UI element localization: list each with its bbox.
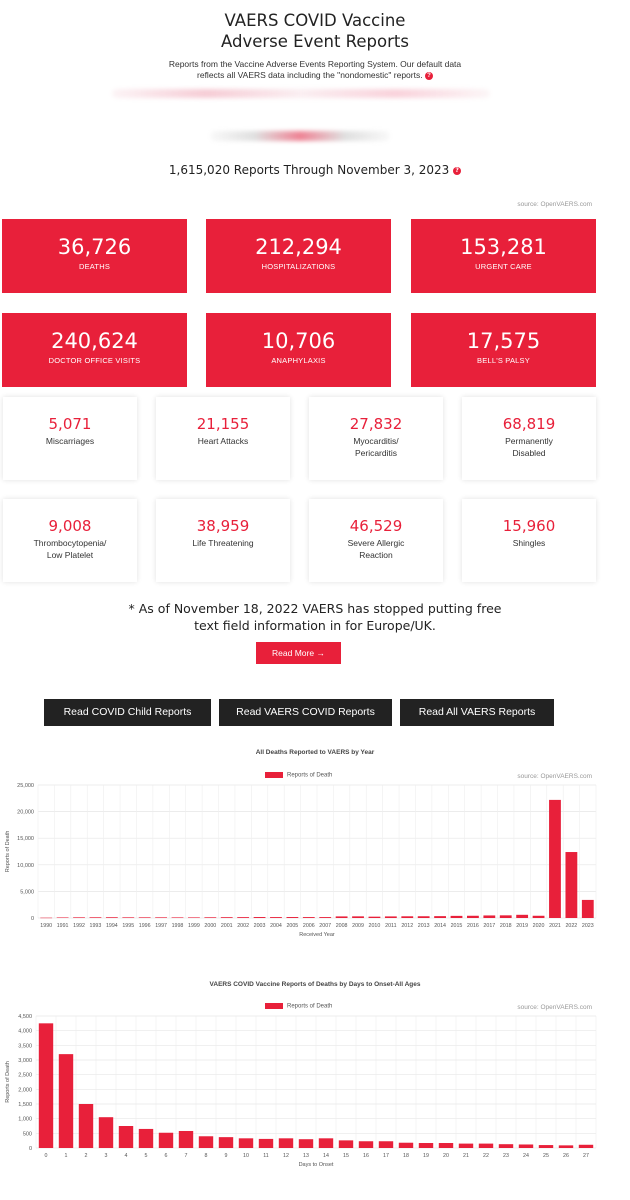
stat-label: BELL'S PALSY — [477, 356, 530, 365]
read-vaers-covid-reports-button[interactable]: Read VAERS COVID Reports — [219, 699, 392, 726]
help-icon[interactable]: ? — [453, 167, 461, 175]
bar — [379, 1141, 393, 1148]
stat-card-thrombocytopenia — [3, 499, 137, 582]
x-tick-label: 14 — [323, 1153, 329, 1159]
stat-card-deaths — [2, 219, 187, 293]
bar — [286, 917, 298, 918]
y-tick-label: 4,000 — [18, 1028, 32, 1035]
x-tick-label: 16 — [363, 1153, 369, 1159]
stat-label-line1: Miscarriages — [45, 436, 95, 446]
bar — [352, 916, 364, 918]
days-to-onset-chart — [0, 1000, 630, 1180]
x-tick-label: 2023 — [581, 923, 594, 929]
bar — [204, 917, 216, 918]
x-tick-label: 2022 — [565, 923, 578, 929]
page-title-line2: Adverse Event Reports — [221, 32, 409, 51]
stat-card-life-threatening — [156, 499, 290, 582]
stat-label: DEATHS — [78, 262, 111, 271]
bar — [559, 1145, 573, 1148]
legend-label: Reports of Death — [287, 1003, 333, 1010]
x-tick-label: 11 — [263, 1153, 269, 1159]
bar — [73, 917, 85, 918]
stat-label-line2: Pericarditis — [354, 448, 398, 458]
bar — [516, 915, 528, 918]
bar — [565, 852, 577, 918]
stat-value: 10,706 — [261, 329, 336, 353]
bar — [221, 917, 233, 918]
stat-label: ANAPHYLAXIS — [271, 356, 326, 365]
reports-through-heading — [0, 163, 630, 177]
x-tick-label: 1990 — [40, 923, 53, 929]
stat-label-line1: Shingles — [512, 538, 546, 548]
stat-value: 21,155 — [196, 415, 250, 433]
bar — [319, 917, 331, 918]
stat-card-shingles — [462, 499, 596, 582]
y-tick-label: 2,000 — [18, 1087, 32, 1094]
y-tick-label: 10,000 — [17, 862, 34, 869]
x-tick-label: 1997 — [155, 923, 167, 929]
bar — [303, 917, 315, 918]
y-tick-label: 1,000 — [18, 1116, 32, 1123]
y-tick-label: 25,000 — [17, 783, 34, 789]
stat-value: 153,281 — [460, 235, 547, 259]
y-tick-label: 1,500 — [18, 1102, 32, 1108]
stat-value: 38,959 — [196, 517, 250, 535]
stat-label-line1: Myocarditis/ — [353, 436, 399, 446]
x-tick-label: 13 — [303, 1153, 309, 1159]
stat-label — [313, 435, 439, 459]
stat-label-line1: Heart Attacks — [197, 436, 249, 446]
bar — [99, 1117, 113, 1148]
chart-source-label: source: OpenVAERS.com — [517, 773, 592, 780]
x-tick-label: 2013 — [417, 923, 430, 929]
bar — [359, 1141, 373, 1148]
x-tick-label: 15 — [343, 1153, 349, 1159]
bar — [179, 1131, 193, 1148]
x-tick-label: 2010 — [368, 923, 381, 929]
stat-label — [7, 435, 133, 447]
stat-value: 46,529 — [349, 517, 403, 535]
bar — [237, 917, 249, 918]
stat-value: 36,726 — [57, 235, 132, 259]
blurred-control — [210, 131, 390, 141]
bar — [299, 1139, 313, 1148]
x-tick-label: 0 — [44, 1153, 48, 1159]
y-tick-label: 3,000 — [18, 1058, 32, 1064]
page-subtitle-line2-wrap — [140, 70, 490, 81]
x-tick-label: 2001 — [220, 923, 233, 929]
y-tick-label: 3,500 — [18, 1043, 32, 1050]
x-tick-label: 2021 — [549, 923, 561, 929]
stat-label — [7, 537, 133, 561]
stat-card-myocarditis — [309, 397, 443, 480]
x-tick-label: 12 — [283, 1153, 289, 1159]
x-tick-label: 25 — [543, 1153, 549, 1159]
stat-card-anaphylaxis — [206, 313, 391, 387]
stat-label-line2: Disabled — [512, 448, 546, 458]
bar — [159, 1133, 173, 1148]
x-tick-label: 9 — [224, 1153, 228, 1159]
x-axis-label: Received Year — [299, 932, 335, 938]
bar — [369, 917, 381, 918]
bar — [172, 917, 184, 918]
page-subtitle — [140, 59, 490, 81]
x-tick-label: 1992 — [73, 923, 85, 929]
y-tick-label: 2,500 — [18, 1072, 32, 1079]
x-tick-label: 2019 — [516, 923, 529, 929]
x-tick-label: 10 — [243, 1153, 249, 1159]
stat-card-miscarriages — [3, 397, 137, 480]
x-tick-label: 22 — [483, 1153, 489, 1159]
stat-label — [160, 537, 286, 549]
bar — [483, 915, 495, 918]
stat-label-line1: Life Threatening — [192, 538, 254, 548]
help-icon[interactable]: ? — [425, 72, 433, 80]
x-tick-label: 1994 — [105, 923, 118, 929]
x-tick-label: 5 — [144, 1153, 148, 1159]
stat-value: 9,008 — [48, 517, 92, 535]
x-tick-label: 1 — [64, 1153, 68, 1159]
bar — [40, 918, 52, 919]
legend-label: Reports of Death — [287, 772, 333, 779]
stat-value: 15,960 — [502, 517, 556, 535]
note-line2: text field information in for Europe/UK. — [194, 618, 436, 633]
x-tick-label: 2005 — [286, 923, 299, 929]
x-tick-label: 2007 — [319, 923, 332, 929]
bar — [451, 916, 463, 918]
x-tick-label: 2016 — [467, 923, 479, 929]
stat-value: 240,624 — [51, 329, 138, 353]
y-tick-label: 0 — [30, 916, 34, 922]
bar — [219, 1137, 233, 1148]
x-tick-label: 3 — [104, 1153, 108, 1159]
bar — [385, 916, 397, 918]
stat-label — [466, 537, 592, 549]
bar — [188, 917, 200, 918]
bar — [139, 917, 151, 918]
stat-label-line2: Low Platelet — [46, 550, 94, 560]
stat-label — [313, 537, 439, 561]
bar — [539, 1145, 553, 1148]
stat-card-permanently-disabled — [462, 397, 596, 480]
x-tick-label: 1995 — [122, 923, 135, 929]
bar — [259, 1139, 273, 1148]
x-tick-label: 2004 — [270, 923, 282, 929]
stat-value: 27,832 — [349, 415, 403, 433]
deaths-by-year-chart — [0, 770, 630, 950]
y-tick-label: 20,000 — [17, 809, 34, 816]
x-tick-label: 2008 — [335, 923, 348, 929]
stat-label — [466, 435, 592, 459]
x-tick-label: 1993 — [89, 923, 102, 929]
stat-card-bells-palsy — [411, 313, 596, 387]
bar — [39, 1023, 53, 1148]
bar — [106, 917, 118, 918]
note-line1: * As of November 18, 2022 VAERS has stopped putting free — [128, 601, 502, 616]
stat-label-line1: Thrombocytopenia/ — [33, 538, 107, 548]
stat-value: 212,294 — [255, 235, 342, 259]
reports-through-text: 1,615,020 Reports Through November 3, 2023 — [168, 163, 450, 177]
bar — [499, 1144, 513, 1148]
x-tick-label: 2 — [84, 1153, 88, 1159]
stat-card-heart-attacks — [156, 397, 290, 480]
europe-uk-note — [100, 600, 530, 634]
chart-title-days-to-onset: VAERS COVID Vaccine Reports of Deaths by Days to Onset-All Ages — [209, 981, 421, 988]
chart-source-label: source: OpenVAERS.com — [517, 1004, 592, 1011]
x-tick-label: 2017 — [483, 923, 496, 929]
read-all-vaers-reports-button[interactable]: Read All VAERS Reports — [400, 699, 554, 726]
x-tick-label: 2014 — [434, 923, 446, 929]
stat-label-line1: Severe Allergic — [347, 538, 405, 548]
y-axis-label: Reports of Death — [5, 1061, 11, 1103]
stat-value: 17,575 — [466, 329, 541, 353]
bar — [336, 916, 348, 918]
bar — [279, 1138, 293, 1148]
y-tick-label: 4,500 — [18, 1014, 32, 1020]
x-tick-label: 23 — [503, 1153, 509, 1159]
y-tick-label: 15,000 — [17, 836, 34, 843]
x-tick-label: 1999 — [188, 923, 200, 929]
bar — [57, 917, 69, 918]
stat-label-line2: Reaction — [359, 550, 393, 560]
x-tick-label: 6 — [164, 1153, 168, 1159]
x-tick-label: 2006 — [302, 923, 315, 929]
source-label: source: OpenVAERS.com — [517, 201, 592, 208]
stat-label — [160, 435, 286, 447]
x-tick-label: 4 — [124, 1153, 128, 1159]
bar — [319, 1138, 333, 1148]
bar — [479, 1144, 493, 1148]
x-tick-label: 2009 — [352, 923, 364, 929]
bar — [459, 1144, 473, 1148]
stat-card-doctor-visits — [2, 313, 187, 387]
bar — [399, 1143, 413, 1148]
stat-label: DOCTOR OFFICE VISITS — [48, 356, 141, 365]
x-tick-label: 2018 — [499, 923, 512, 929]
x-tick-label: 2003 — [253, 923, 266, 929]
stat-card-hospitalizations — [206, 219, 391, 293]
y-tick-label: 0 — [28, 1146, 32, 1152]
x-tick-label: 27 — [583, 1153, 589, 1159]
x-tick-label: 24 — [523, 1153, 529, 1159]
bar — [579, 1145, 593, 1148]
x-axis-label: Days to Onset — [298, 1162, 334, 1168]
stat-label-line1: Permanently — [505, 436, 553, 446]
bar — [270, 917, 282, 918]
x-tick-label: 1991 — [56, 923, 69, 929]
x-tick-label: 8 — [204, 1153, 208, 1159]
stat-label: HOSPITALIZATIONS — [261, 262, 336, 271]
bar — [418, 916, 430, 918]
bar — [401, 916, 413, 918]
read-covid-child-reports-button[interactable]: Read COVID Child Reports — [44, 699, 211, 726]
bar — [122, 917, 134, 918]
x-tick-label: 1998 — [171, 923, 184, 929]
x-tick-label: 1996 — [138, 923, 151, 929]
bar — [119, 1126, 133, 1148]
page-title-line1: VAERS COVID Vaccine — [224, 11, 406, 30]
blurred-text — [112, 89, 490, 98]
bar — [79, 1104, 93, 1148]
x-tick-label: 26 — [563, 1153, 569, 1159]
x-tick-label: 19 — [423, 1153, 429, 1159]
bar — [339, 1140, 353, 1148]
x-tick-label: 2015 — [450, 923, 463, 929]
stat-value: 68,819 — [502, 415, 556, 433]
read-more-button[interactable]: Read More → — [256, 642, 341, 664]
x-tick-label: 2012 — [401, 923, 414, 929]
bar — [500, 915, 512, 918]
stat-value: 5,071 — [48, 415, 92, 433]
stat-card-severe-allergic — [309, 499, 443, 582]
y-axis-label: Reports of Death — [5, 830, 11, 873]
bar — [155, 917, 167, 918]
page-subtitle-line2: reflects all VAERS data including the "nondomestic" reports. — [197, 70, 423, 80]
stat-card-urgent-care — [411, 219, 596, 293]
x-tick-label: 2011 — [385, 923, 397, 929]
y-tick-label: 5,000 — [20, 889, 34, 896]
bar — [549, 800, 561, 918]
page-subtitle-line1: Reports from the Vaccine Adverse Events Reporting System. Our default data — [168, 59, 462, 69]
bar — [434, 916, 446, 918]
bar — [139, 1129, 153, 1148]
x-tick-label: 2020 — [532, 923, 545, 929]
bar — [533, 916, 545, 918]
x-tick-label: 17 — [383, 1153, 389, 1159]
x-tick-label: 21 — [463, 1153, 469, 1159]
bar — [419, 1143, 433, 1148]
x-tick-label: 2000 — [204, 923, 217, 929]
bar — [239, 1138, 253, 1148]
bar — [439, 1143, 453, 1148]
x-tick-label: 2002 — [237, 923, 250, 929]
bar — [467, 916, 479, 918]
x-tick-label: 20 — [443, 1153, 449, 1159]
x-tick-label: 7 — [184, 1153, 188, 1159]
stat-label: URGENT CARE — [475, 262, 532, 271]
chart-title-deaths-by-year: All Deaths Reported to VAERS by Year — [255, 749, 375, 756]
y-tick-label: 500 — [22, 1131, 32, 1138]
bar — [519, 1144, 533, 1148]
bar — [199, 1136, 213, 1148]
bar — [90, 917, 102, 918]
bar — [254, 917, 266, 918]
bar — [582, 900, 594, 918]
x-tick-label: 18 — [403, 1153, 409, 1159]
bar — [59, 1054, 73, 1148]
page-title — [0, 10, 630, 52]
